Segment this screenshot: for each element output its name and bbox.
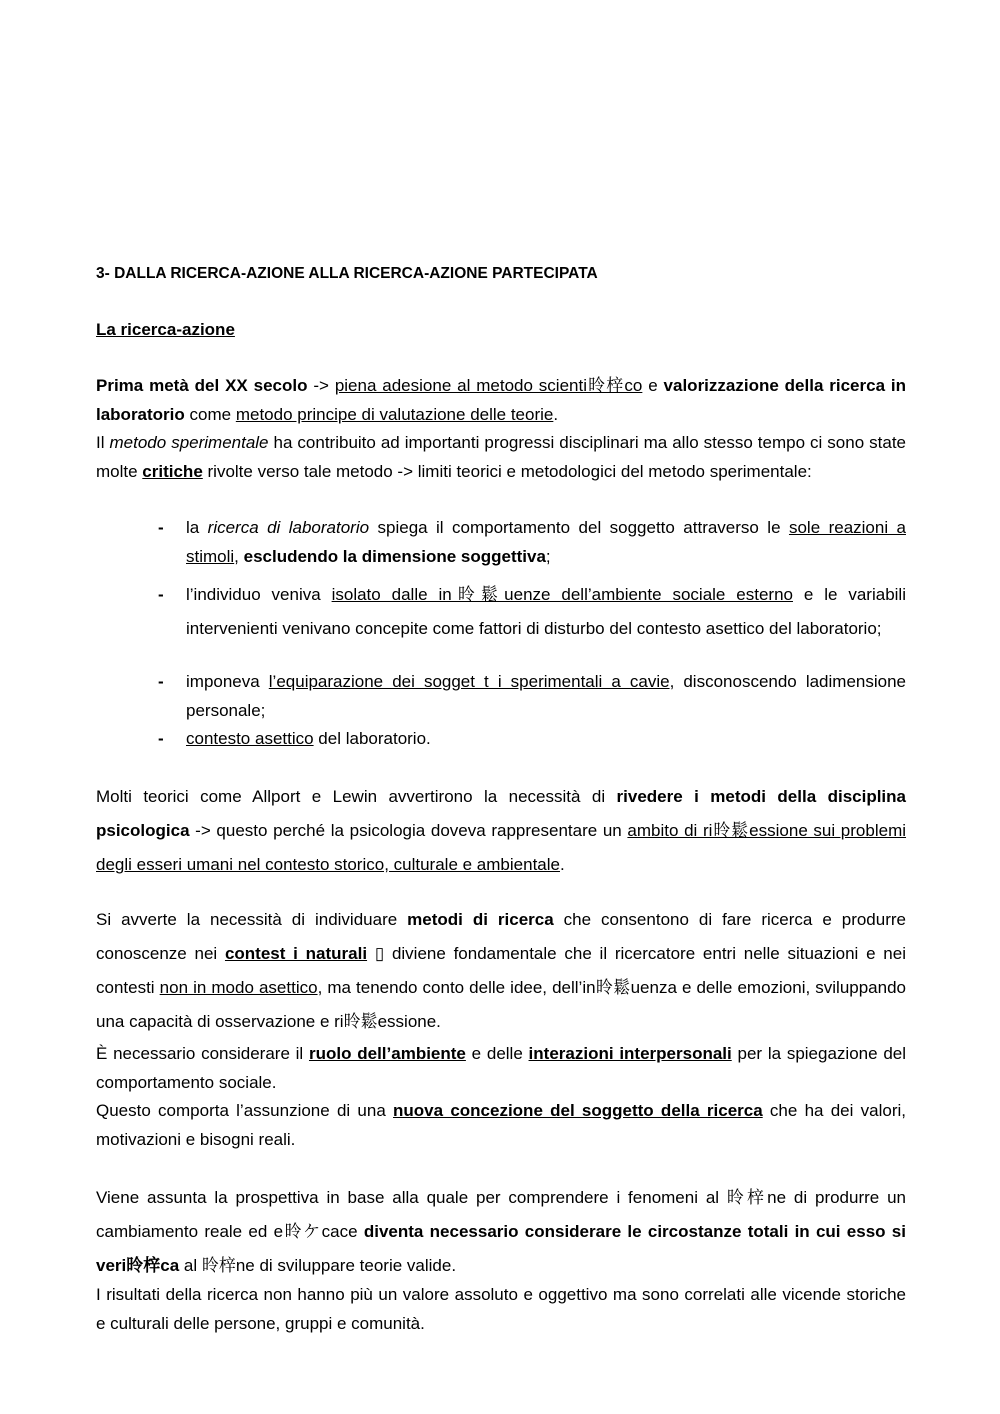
text-bold: metodi di ricerca [407,910,554,929]
list-item [158,514,906,571]
text: , ma tenendo conto delle idee, dell’in昤鬆uenza e delle emozioni, sviluppando una capacità di osservazione e ri昤鬆essione. [96,978,907,1031]
text-bold: Prima metà del XX secolo [96,376,308,395]
list-dash: - [158,729,164,748]
section-title: 3- DALLA RICERCA-AZIONE ALLA RICERCA-AZIONE PARTECIPATA [96,265,598,282]
text-underline: contesto asettico [186,729,314,748]
text-underline: ambito di ri昤鬆essione sui problemi degli esseri umani nel contesto storico, culturale e ambientale [96,821,907,874]
text: e delle [465,1044,529,1063]
text-underline: isolato dalle in昤鬆uenze dell’ambiente sociale esterno [331,585,793,604]
list-dash: - [158,672,164,691]
text: la [186,518,208,537]
text-bold: diventa necessario considerare le circostanze totali in cui esso si veri昤梓ca [96,1222,906,1275]
text: -> [307,376,335,395]
list-dash: - [158,518,164,537]
text-underline: l’equiparazione dei sogget t i sperimentali a cavie [268,672,670,691]
text: , disconoscendo ladimensione personale; [186,672,906,720]
paragraph-research-methods [96,903,906,1039]
text: ▯ diviene fondamentale che il ricercatore entri nelle situazioni e nei contesti [96,944,906,997]
text: Il [96,433,110,452]
text-bold: rivedere i metodi della disciplina psicologica [96,787,906,840]
text: Questo comporta l’assunzione di una [96,1101,394,1120]
text-underline: sole reazioni a stimoli [186,518,906,566]
text-bold-underline: ruolo dell’ambiente [308,1044,466,1063]
paragraph-environment [96,1040,906,1097]
paragraph-intro [96,372,906,429]
paragraph-subject [96,1097,906,1154]
paragraph-theorists [96,780,906,882]
paragraph-method [96,429,906,486]
text: e [642,376,664,395]
subsection-title: La ricerca-azione [96,320,235,339]
text-italic: ricerca di laboratorio [207,518,370,537]
text: . [559,855,565,874]
text-bold: valorizzazione della ricerca in laboratorio [96,376,907,424]
text-bold-underline: interazioni interpersonali [528,1044,732,1063]
text: I risultati della ricerca non hanno più un valore assoluto e oggettivo ma sono correlati alle vicende storiche e culturali delle persone, gruppi e comunità. [96,1285,906,1333]
text: come [184,404,236,424]
list-item [158,725,906,754]
text: Viene assunta la prospettiva in base alla quale per comprendere i fenomeni al 昤梓ne di produrre un cambiamento reale ed e昤ケcace [96,1188,906,1241]
text: , [234,546,244,566]
text: ha contribuito ad importanti progressi disciplinari ma allo stesso tempo ci sono state molte [96,433,907,481]
text-bold: escludendo la dimensione soggettiva [243,546,546,566]
paragraph-perspective [96,1181,906,1283]
text: del laboratorio. [313,729,431,748]
list-item [158,668,906,725]
text-underline: piena adesione al metodo scienti昤梓co [334,376,643,395]
text-bold-underline: critiche [142,461,203,481]
text-italic: metodo sperimentale [109,433,269,452]
text-bold-underline: nuova concezione del soggetto della ricerca [393,1101,763,1120]
text-underline: metodo principe di valutazione delle teorie [235,404,554,424]
text: per la spiegazione del comportamento sociale. [96,1044,906,1092]
text: È necessario considerare il [96,1044,309,1063]
text: . [553,404,559,424]
text: ; [545,546,551,566]
text: che consentono di fare ricerca e produrre conoscenze nei [96,910,906,963]
list-dash: - [158,585,164,604]
text-underline: non in modo asettico [159,978,318,997]
text: Molti teorici come Allport e Lewin avvertirono la necessità di [96,787,617,806]
text: e le variabili intervenienti venivano concepite come fattori di disturbo del contesto asettico del laboratorio; [186,585,906,638]
text: Si avverte la necessità di individuare [96,910,408,929]
text: al 昤梓ne di sviluppare teorie valide. [179,1256,457,1275]
text: l’individuo veniva [186,585,332,604]
text: imponeva [186,672,269,691]
paragraph-results [96,1281,906,1338]
text: spiega il comportamento del soggetto attraverso le [369,518,789,537]
text: che ha dei valori, motivazioni e bisogni reali. [96,1101,906,1149]
text: -> questo perché la psicologia doveva rappresentare un [189,821,628,840]
text: rivolte verso tale metodo -> limiti teorici e metodologici del metodo sperimentale: [202,461,812,481]
list-item [158,578,906,646]
text-bold-underline: contest i naturali [224,944,368,963]
